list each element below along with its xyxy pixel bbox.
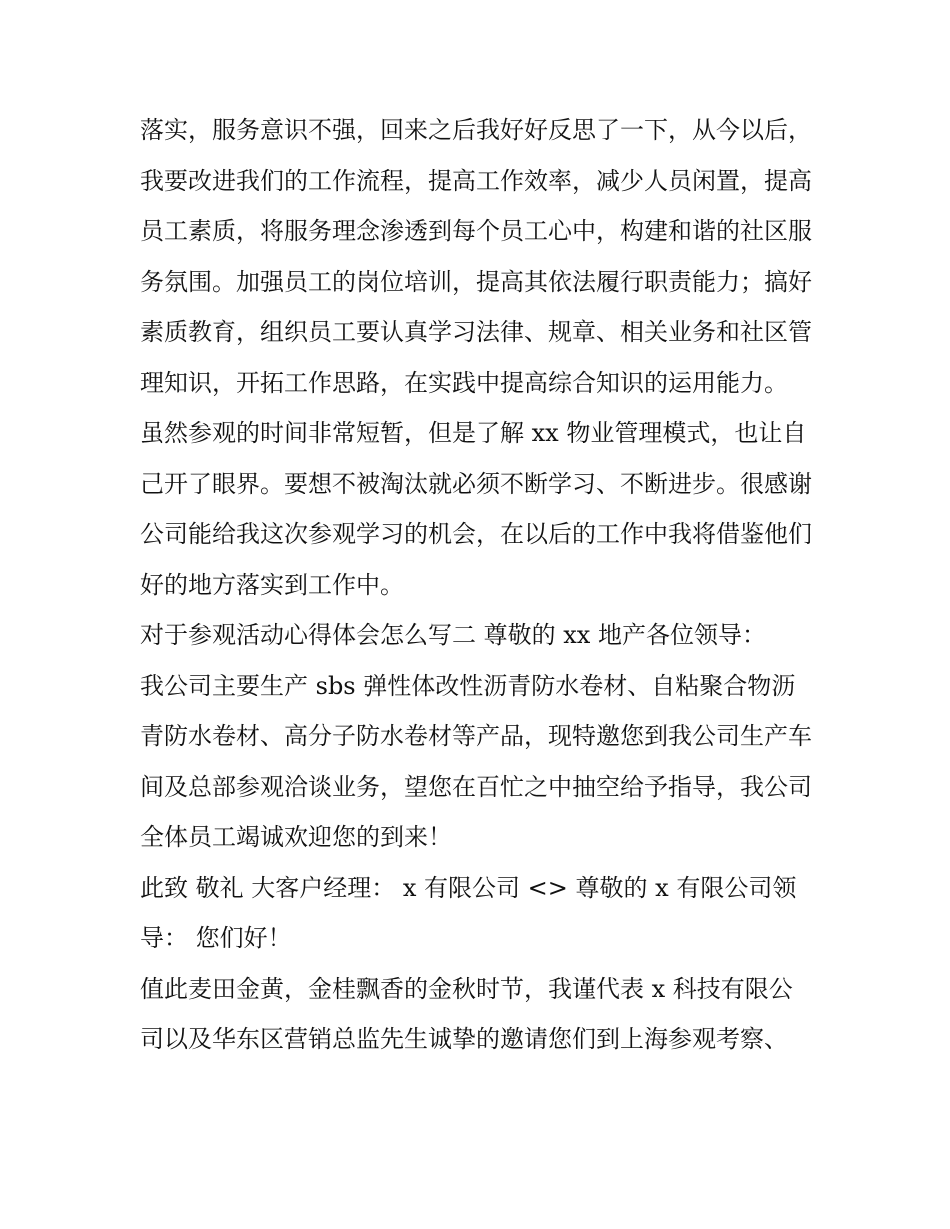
document-body [140, 105, 815, 1065]
paragraph-autumn-invitation: 值此麦田金黄，金桂飘香的金秋时节，我谨代表 x 科技有限公司以及华东区营销总监先生诚挚的邀请您们到上海参观考察、 [140, 974, 793, 1053]
paragraph-closing-salutation: 此致 敬礼 大客户经理： x 有限公司 <> 尊敬的 x 有限公司领导： 您们好！ [140, 873, 797, 952]
paragraph-visit-gratitude: 虽然参观的时间非常短暂，但是了解 xx 物业管理模式，也让自己开了眼界。要想不被淘汰就必须不断学习、不断进步。很感谢公司能给我这次参观学习的机会，在以后的工作中我将借鉴他们好的地方落实到工作中。 [140, 419, 812, 599]
paragraph-service-reflection: 落实，服务意识不强，回来之后我好好反思了一下，从今以后，我要改进我们的工作流程，提高工作效率，减少人员闲置，提高员工素质，将服务理念渗透到每个员工心中，构建和谐的社区服务氛围。加强员工的岗位培训，提高其依法履行职责能力；搞好素质教育，组织员工要认真学习法律、规章、相关业务和社区管理知识，开拓工作思路，在实践中提高综合知识的运用能力。 [140, 116, 812, 397]
paragraph-section-heading: 对于参观活动心得体会怎么写二 尊敬的 xx 地产各位领导： [140, 621, 766, 649]
paragraph-company-invitation: 我公司主要生产 sbs 弹性体改性沥青防水卷材、自粘聚合物沥青防水卷材、高分子防水卷材等产品，现特邀您到我公司生产车间及总部参观洽谈业务，望您在百忙之中抽空给予指导，我公司全体员工竭诚欢迎您的到来！ [140, 671, 812, 851]
